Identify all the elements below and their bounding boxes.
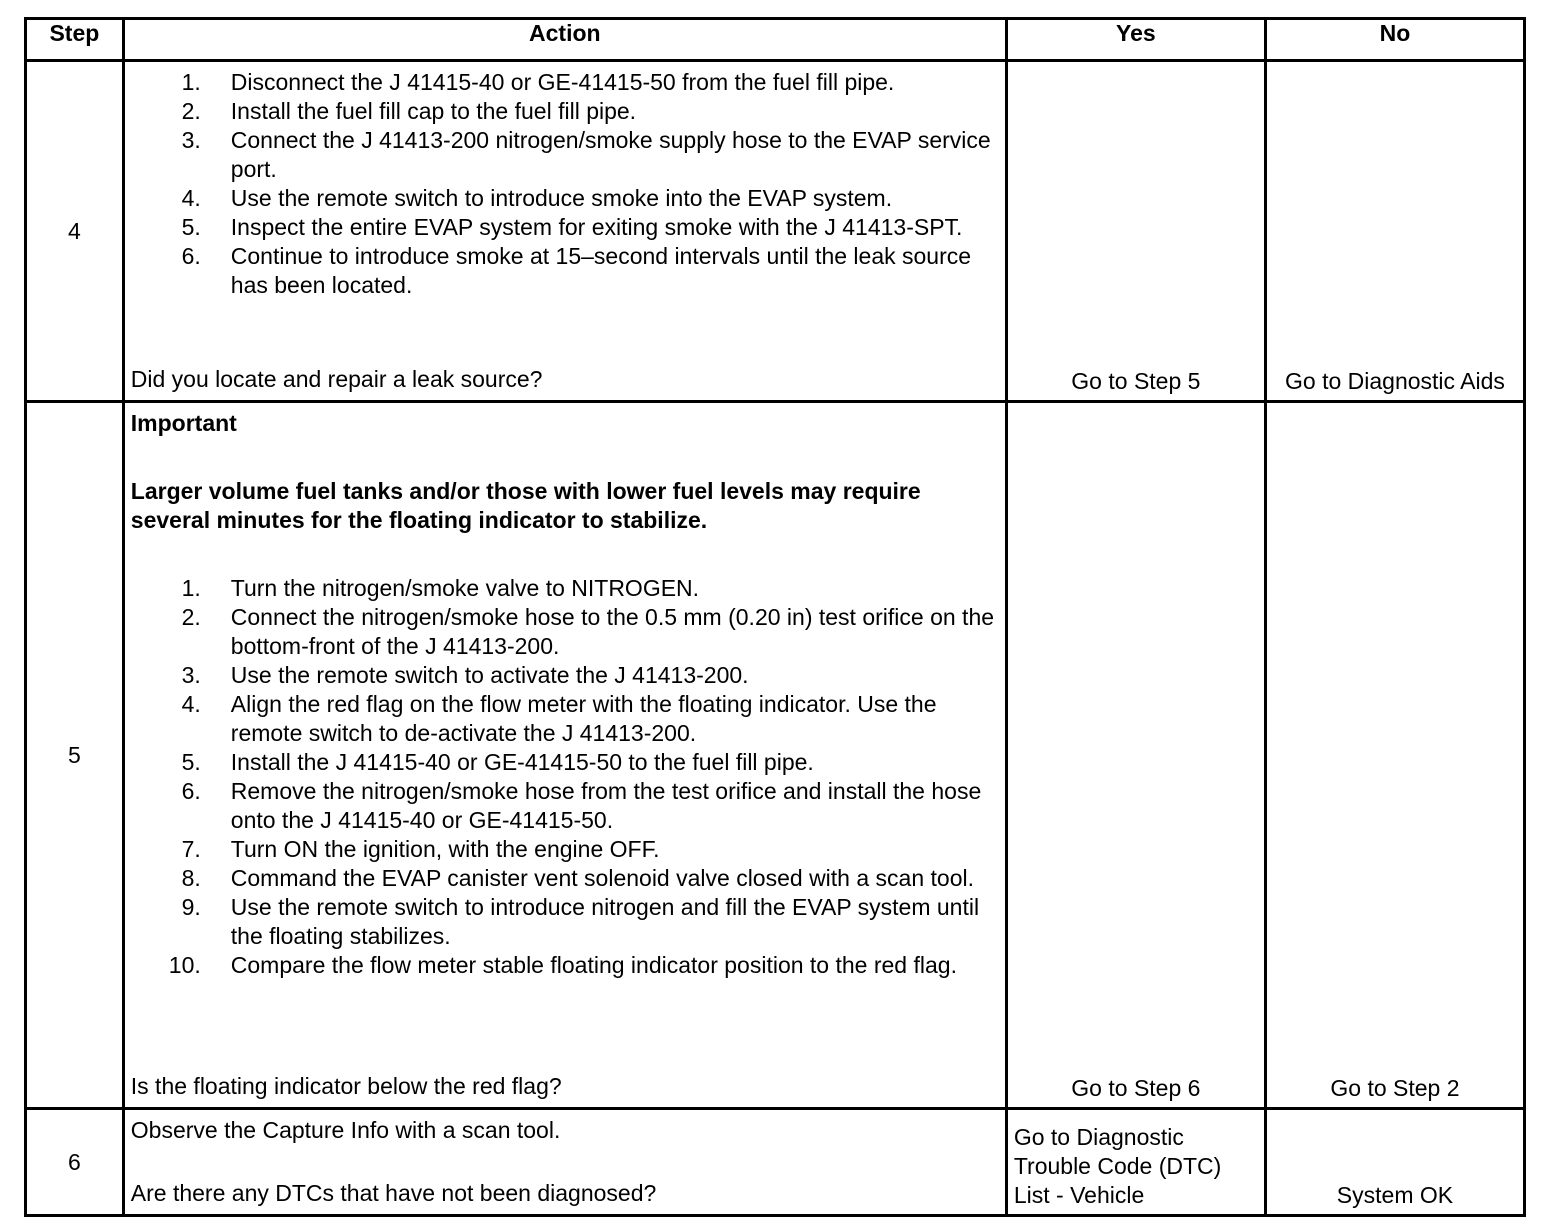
list-item: 5. Inspect the entire EVAP system for exiting smoke with the J 41413-SPT. xyxy=(181,214,963,240)
action-cell xyxy=(123,61,1006,402)
list-item: 1. Disconnect the J 41415-40 or GE-41415-50 from the fuel fill pipe. xyxy=(181,69,895,95)
list-item: 10. Compare the flow meter stable floating indicator position to the red flag. xyxy=(168,952,957,978)
list-item: 2. Connect the nitrogen/smoke hose to the 0.5 mm (0.20 in) test orifice on the bottom-front of the J 41413-200. xyxy=(181,604,995,659)
step-number: 4 xyxy=(26,61,124,402)
no-result: Go to Step 2 xyxy=(1265,402,1524,1109)
question-text: Is the floating indicator below the red flag? xyxy=(130,1073,562,1099)
list-item: 1. Turn the nitrogen/smoke valve to NITROGEN. xyxy=(181,575,700,601)
header-yes: Yes xyxy=(1006,19,1265,61)
list-item: 3. Use the remote switch to activate the J 41413-200. xyxy=(181,662,749,688)
header-step: Step xyxy=(26,19,124,61)
list-item: 7. Turn ON the ignition, with the engine OFF. xyxy=(181,836,660,862)
table-row xyxy=(26,402,1525,1109)
list-item: 6. Continue to introduce smoke at 15–second intervals until the leak source has been located. xyxy=(181,243,972,298)
no-result: System OK xyxy=(1265,1109,1524,1216)
step-number: 6 xyxy=(26,1109,124,1216)
action-cell xyxy=(123,402,1006,1109)
list-item: 3. Connect the J 41413-200 nitrogen/smoke supply hose to the EVAP service port. xyxy=(181,127,991,182)
list-item: 6. Remove the nitrogen/smoke hose from the test orifice and install the hose onto the J 41415-40 or GE-41415-50. xyxy=(181,778,982,833)
list-item: 4. Use the remote switch to introduce smoke into the EVAP system. xyxy=(181,185,893,211)
step-number: 5 xyxy=(26,402,124,1109)
table-row xyxy=(26,61,1525,402)
list-item: 4. Align the red flag on the flow meter with the floating indicator. Use the remote switch to de-activate the J 41413-200. xyxy=(181,691,937,746)
no-result: Go to Diagnostic Aids xyxy=(1265,61,1524,402)
action-cell xyxy=(123,1109,1006,1216)
yes-result: Go to Step 5 xyxy=(1006,61,1265,402)
procedure-list xyxy=(131,68,997,300)
list-item: 5. Install the J 41415-40 or GE-41415-50 to the fuel fill pipe. xyxy=(181,749,814,775)
observe-text: Observe the Capture Info with a scan tool. xyxy=(130,1117,561,1143)
important-note: Larger volume fuel tanks and/or those with lower fuel levels may require several minutes for the floating indicator to stabilize. xyxy=(130,478,921,533)
important-heading: Important xyxy=(130,410,237,436)
procedure-list xyxy=(131,574,997,980)
question-text: Are there any DTCs that have not been diagnosed? xyxy=(130,1180,657,1206)
list-item: 9. Use the remote switch to introduce nitrogen and fill the EVAP system until the floating stabilizes. xyxy=(181,894,980,949)
list-item: 2. Install the fuel fill cap to the fuel fill pipe. xyxy=(181,98,637,124)
yes-result: Go to Diagnostic Trouble Code (DTC) List - Vehicle xyxy=(1006,1109,1265,1216)
header-action: Action xyxy=(123,19,1006,61)
header-no: No xyxy=(1265,19,1524,61)
table-row xyxy=(26,1109,1525,1216)
diagnostic-table xyxy=(24,17,1526,1217)
question-text: Did you locate and repair a leak source? xyxy=(130,366,543,392)
yes-result: Go to Step 6 xyxy=(1006,402,1265,1109)
header-row xyxy=(26,19,1525,61)
list-item: 8. Command the EVAP canister vent solenoid valve closed with a scan tool. xyxy=(181,865,974,891)
